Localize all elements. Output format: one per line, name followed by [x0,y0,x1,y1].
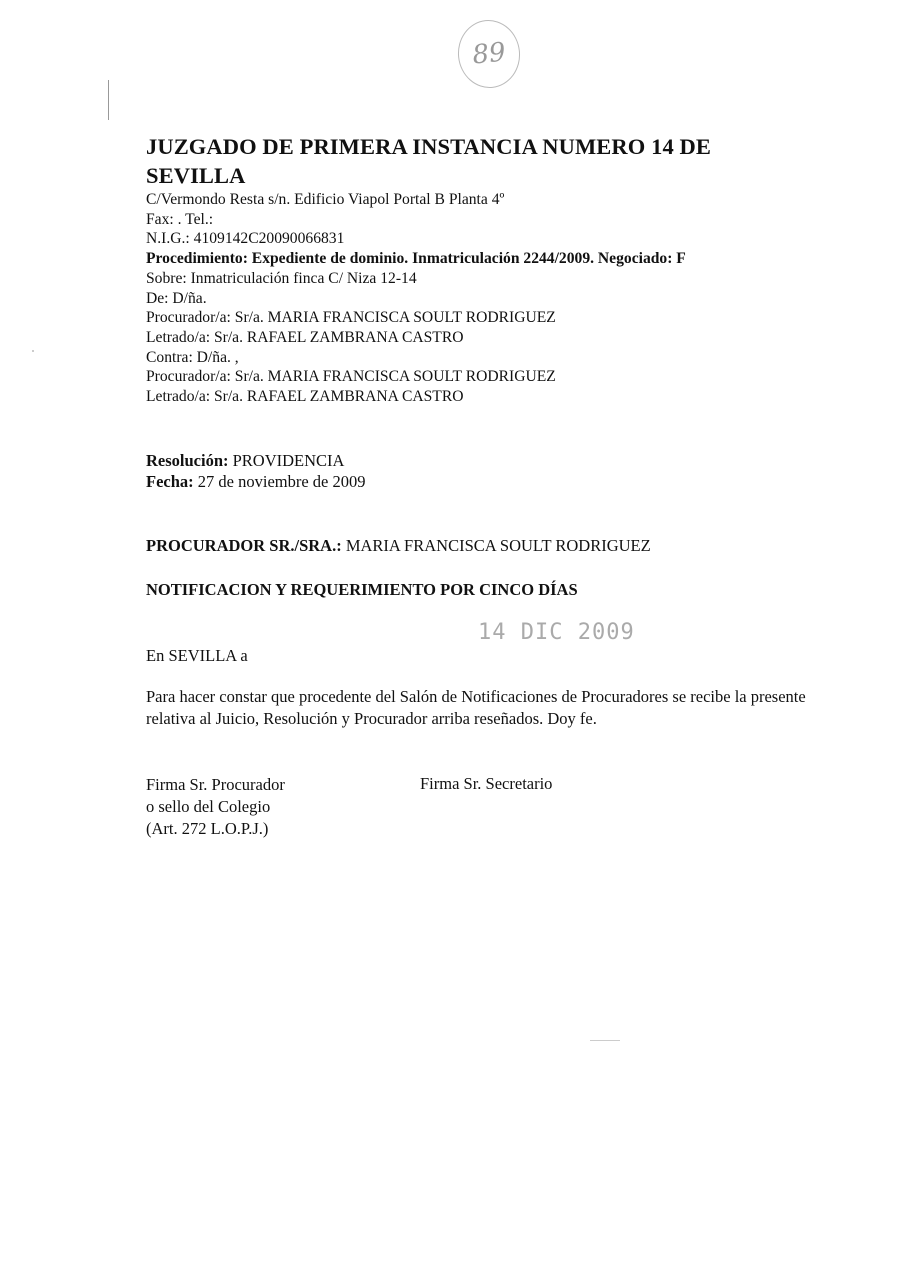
fecha-value: 27 de noviembre de 2009 [193,472,366,491]
resolucion [146,451,344,471]
contra: Contra: D/ña. , [146,348,239,366]
fecha-label: Fecha: [146,472,194,491]
signature-procurador [146,774,285,840]
page-number: 89 [470,37,508,71]
fax-tel: Fax: . Tel.: [146,210,214,228]
place: En SEVILLA a [146,646,248,665]
court-address: C/Vermondo Resta s/n. Edificio Viapol Portal B Planta 4º [146,191,505,208]
signature-procurador-line: Firma Sr. Procurador [146,775,285,794]
procurador-value: MARIA FRANCISCA SOULT RODRIGUEZ [341,536,651,555]
signature-secretario: Firma Sr. Secretario [420,774,553,793]
de: De: D/ña. [146,289,207,307]
case-header [146,190,686,407]
court-title: JUZGADO DE PRIMERA INSTANCIA NUMERO 14 DE SEVILLA [146,134,711,188]
notice-title: NOTIFICACION Y REQUERIMIENTO POR CINCO DÍAS [146,580,578,599]
scan-mark [108,80,109,120]
procedimiento: Procedimiento: Expediente de dominio. Inmatriculación 2244/2009. Negociado: F [146,250,686,268]
body-text: Para hacer constar que procedente del Salón de Notificaciones de Procuradores se recibe la presente relativa al Juicio, Resolución y Procurador arriba reseñados. Doy fe. [146,687,806,728]
procurador-1: Procurador/a: Sr/a. MARIA FRANCISCA SOULT RODRIGUEZ [146,309,556,327]
signature-procurador-line: (Art. 272 L.O.P.J.) [146,819,269,838]
letrado-1: Letrado/a: Sr/a. RAFAEL ZAMBRANA CASTRO [146,328,464,346]
signature-procurador-line: o sello del Colegio [146,797,271,816]
procurador-line [146,536,651,556]
procurador-2: Procurador/a: Sr/a. MARIA FRANCISCA SOULT RODRIGUEZ [146,368,556,386]
sobre: Sobre: Inmatriculación finca C/ Niza 12-14 [146,269,417,287]
letrado-2: Letrado/a: Sr/a. RAFAEL ZAMBRANA CASTRO [146,388,464,406]
resolucion-label: Resolución: [146,451,229,470]
nig: N.I.G.: 4109142C20090066831 [146,230,345,248]
received-date-stamp: 14 DIC 2009 [478,620,635,645]
scan-speck [32,350,34,352]
procurador-label: PROCURADOR SR./SRA.: [146,536,342,555]
resolucion-value: PROVIDENCIA [228,451,345,470]
page-number-stamp [455,17,524,91]
scan-speck [590,1040,620,1041]
fecha [146,472,366,492]
